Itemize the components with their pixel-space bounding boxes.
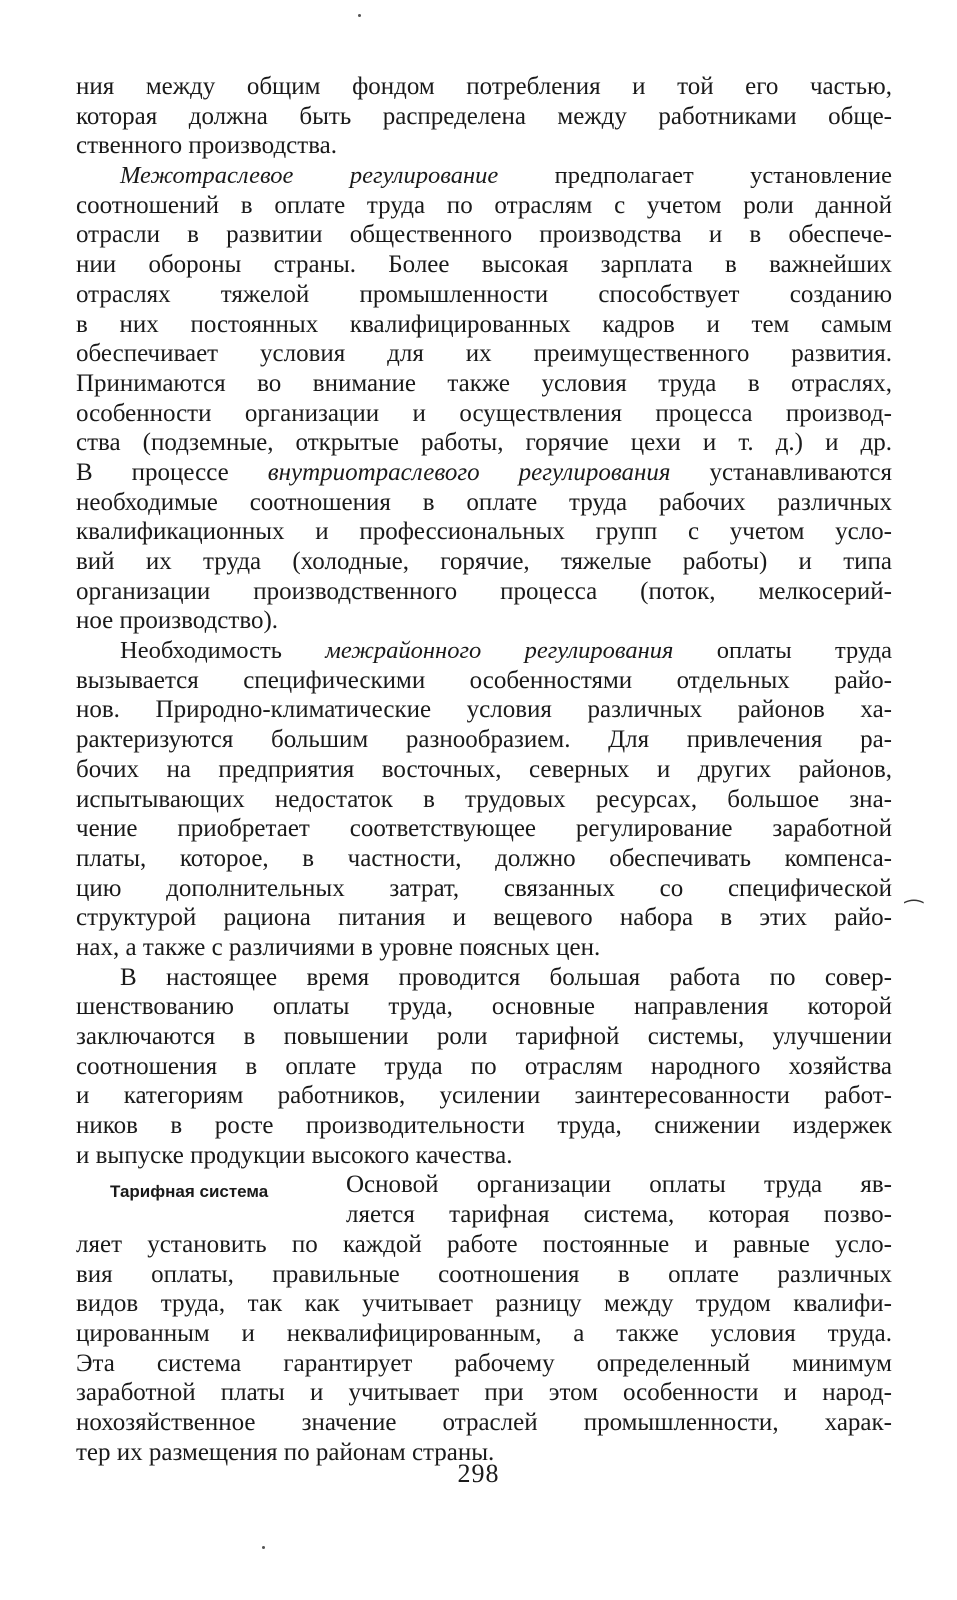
text-line: структурой рациона питания и вещевого набора в этих райо-	[76, 904, 892, 932]
text-line: испытывающих недостаток в трудовых ресурсах, большое зна-	[76, 785, 892, 813]
margin-pencil-mark: ⁀	[905, 900, 923, 925]
text-line: вий их труда (холодные, горячие, тяжелые работы) и типа	[76, 548, 892, 575]
text-line: заключаются в повышении роли тарифной системы, улучшении	[76, 1023, 892, 1050]
text-line: видов труда, так как учитывает разницу между трудом квалифи-	[76, 1290, 892, 1318]
page-number: 298	[457, 1459, 500, 1488]
section-side-heading: Тарифная система	[110, 1182, 269, 1201]
text-fragment: В процессе	[76, 458, 268, 486]
text-line: особенности организации и осуществления процесса производ-	[76, 399, 892, 427]
text-line: соотношения в оплате труда по отраслям народного хозяйства	[76, 1052, 892, 1080]
italic-term: внутриотраслевого регулирования	[267, 458, 671, 486]
text-line: ное производство).	[76, 607, 279, 635]
text-line: ников в росте производительности труда, снижении издержек	[76, 1112, 892, 1140]
text-line: необходимые соотношения в оплате труда рабочих различных	[76, 488, 892, 516]
text-line: цированным и неквалифицированным, а также условия труда.	[76, 1319, 892, 1347]
text-line: Принимаются во внимание также условия труда в отраслях,	[76, 369, 892, 397]
text-line: тер их размещения по районам страны.	[76, 1438, 495, 1466]
text-line: соотношений в оплате труда по отраслям с учетом роли данной	[76, 191, 892, 219]
text-line: и выпуске продукции высокого качества.	[76, 1141, 513, 1169]
text-line: ния между общим фондом потребления и той его частью,	[76, 73, 892, 100]
text-line: и категориям работников, усилении заинтересованности работ-	[76, 1082, 892, 1110]
text-line: шенствованию оплаты труда, основные направления которой	[76, 993, 892, 1021]
text-line: квалификационных и профессиональных групп с учетом усло-	[76, 518, 892, 546]
text-line: ляет установить по каждой работе постоянные и равные усло-	[76, 1230, 892, 1258]
text-line: ства (подземные, открытые работы, горячие цехи и т. д.) и др.	[76, 429, 892, 457]
text-line: которая должна быть распределена между работниками обще-	[76, 102, 892, 130]
text-line: отраслях тяжелой промышленности способствует созданию	[76, 280, 892, 308]
text-fragment: Необходимость	[120, 637, 326, 665]
text-line: рактеризуются большим разнообразием. Для привлечения ра-	[76, 726, 892, 754]
text-line: цию дополнительных затрат, связанных со специфической	[76, 874, 892, 902]
page-body	[76, 72, 892, 1467]
text-line: вызывается специфическими особенностями отдельных райо-	[76, 666, 892, 694]
text-line: нохозяйственное значение отраслей промышленности, харак-	[76, 1408, 892, 1436]
text-line: нии обороны страны. Более высокая зарплата в важнейших	[76, 251, 892, 279]
text-line: чение приобретает соответствующее регулирование заработной	[76, 815, 892, 843]
text-fragment: предполагает установление	[498, 162, 892, 190]
scan-speck	[358, 14, 361, 17]
text-line: платы, которое, в частности, должно обеспечивать компенса-	[76, 844, 892, 872]
text-line: нов. Природно-климатические условия различных районов ха-	[76, 696, 892, 724]
text-line: вия оплаты, правильные соотношения в оплате различных	[76, 1260, 892, 1288]
text-line-mixed	[76, 161, 892, 191]
italic-term: межрайонного регулирования	[325, 637, 674, 665]
text-line: В настоящее время проводится большая работа по совер-	[120, 963, 892, 991]
text-line-mixed	[76, 458, 892, 488]
text-fragment: оплаты труда	[673, 637, 892, 665]
text-fragment: устанавливаются	[670, 458, 892, 486]
text-line: организации производственного процесса (поток, мелкосерий-	[76, 577, 892, 605]
text-line: ственного производства.	[76, 132, 338, 160]
text-line: заработной платы и учитывает при этом особенности и народ-	[76, 1379, 892, 1407]
text-line: бочих на предприятия восточных, северных и других районов,	[76, 755, 892, 783]
text-line-mixed	[76, 636, 892, 666]
text-line: в них постоянных квалифицированных кадров и тем самым	[76, 310, 892, 338]
italic-term: Межотраслевое регулирование	[120, 162, 499, 190]
scan-speck	[262, 1546, 265, 1549]
text-line: Эта система гарантирует рабочему определенный минимум	[76, 1349, 892, 1377]
text-line: отрасли в развитии общественного производства и в обеспече-	[76, 221, 892, 249]
text-line: Основой организации оплаты труда яв-	[346, 1171, 892, 1199]
text-line: обеспечивает условия для их преимущественного развития.	[76, 340, 892, 368]
text-line: нах, а также с различиями в уровне поясных цен.	[76, 933, 601, 961]
text-line: ляется тарифная система, которая позво-	[346, 1201, 892, 1229]
